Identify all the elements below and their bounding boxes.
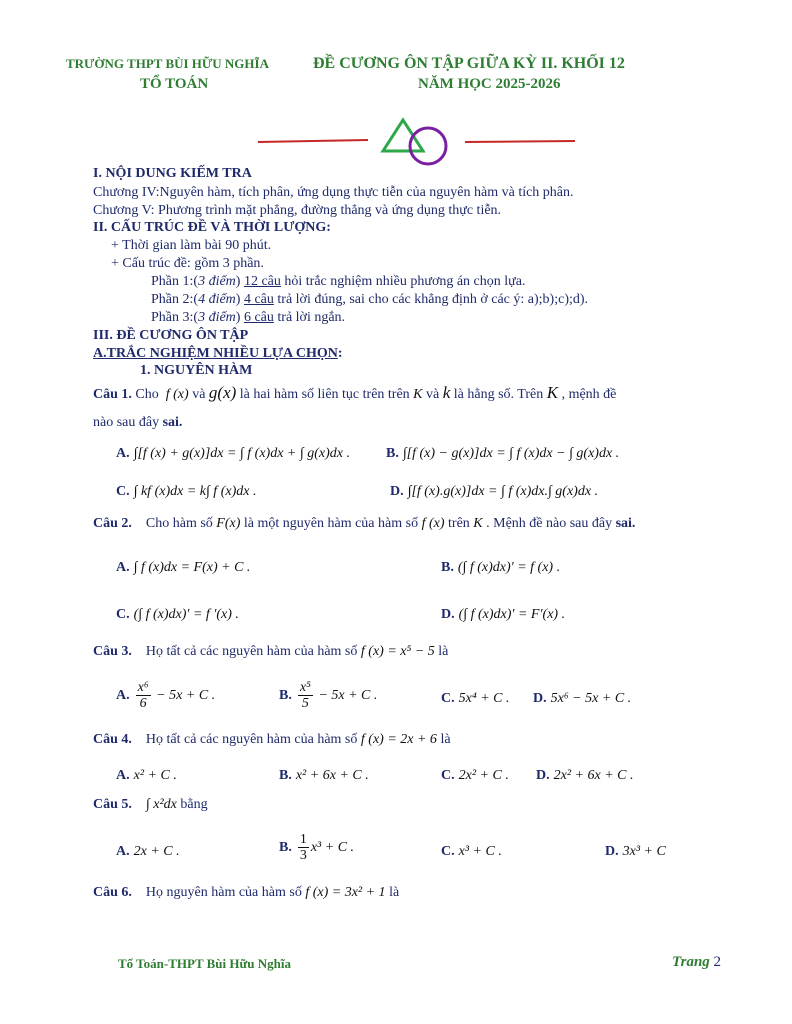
green-triangle bbox=[383, 120, 423, 151]
part-1-line: Phần 1:(3 điểm) 12 câu hỏi trắc nghiệm nhiều phương án chọn lựa. bbox=[151, 274, 526, 289]
page-number: Trang 2 bbox=[672, 954, 722, 970]
q5-option-c[interactable]: C. x³ + C . bbox=[441, 844, 502, 859]
q4-option-b[interactable]: B. x² + 6x + C . bbox=[279, 768, 369, 783]
q3-option-a[interactable]: A. $\frac{\text{x⁶}}{6}$ − 5x + C . bbox=[116, 680, 216, 711]
question-1: Câu 1. Cho f (x) và g(x) là hai hàm số liên tục trên trên K và k là hằng số. Trên K , mệnh đề bbox=[93, 383, 617, 402]
header-emblem bbox=[255, 115, 580, 170]
section-a-title: A.TRẮC NGHIỆM NHIỀU LỰA CHỌN: bbox=[93, 346, 343, 361]
subsection-antiderivative: 1. NGUYÊN HÀM bbox=[140, 363, 253, 378]
left-red-line bbox=[258, 140, 368, 142]
question-6: Câu 6. Họ nguyên hàm của hàm số f (x) = 3x² + 1 là bbox=[93, 885, 400, 900]
q4-option-d[interactable]: D. 2x² + 6x + C . bbox=[536, 768, 634, 783]
exam-time: + Thời gian làm bài 90 phút. bbox=[111, 238, 272, 253]
question-3: Câu 3. Họ tất cả các nguyên hàm của hàm số f (x) = x⁵ − 5 là bbox=[93, 644, 449, 659]
q1-option-d[interactable]: D. ∫[f (x).g(x)]dx = ∫ f (x)dx.∫ g(x)dx . bbox=[390, 484, 599, 499]
q5-option-a[interactable]: A. 2x + C . bbox=[116, 844, 180, 859]
school-year: NĂM HỌC 2025-2026 bbox=[418, 76, 561, 92]
q2-option-c[interactable]: C. (∫ f (x)dx)′ = f ′(x) . bbox=[116, 607, 239, 622]
q3-option-b[interactable]: B. $\frac{\text{x⁵}}{5}$ − 5x + C . bbox=[279, 680, 378, 711]
q2-option-a[interactable]: A. ∫ f (x)dx = F(x) + C . bbox=[116, 560, 251, 575]
question-2: Câu 2. Cho hàm số F(x) là một nguyên hàm của hàm số f (x) trên K . Mệnh đề nào sau đây sai. bbox=[93, 516, 636, 531]
q2-option-b[interactable]: B. (∫ f (x)dx)′ = f (x) . bbox=[441, 560, 561, 575]
footer-school: Tổ Toán-THPT Bùi Hữu Nghĩa bbox=[118, 956, 292, 971]
question-4: Câu 4. Họ tất cả các nguyên hàm của hàm số f (x) = 2x + 6 là bbox=[93, 732, 451, 747]
q3-option-c[interactable]: C. 5x⁴ + C . bbox=[441, 691, 510, 706]
section-3-title: III. ĐỀ CƯƠNG ÔN TẬP bbox=[93, 328, 249, 343]
school-name: TRƯỜNG THPT BÙI HỮU NGHĨA bbox=[66, 56, 269, 71]
q1-option-a[interactable]: A. ∫[f (x) + g(x)]dx = ∫ f (x)dx + ∫ g(x)dx . bbox=[116, 446, 350, 461]
q1-option-c[interactable]: C. ∫ kf (x)dx = k∫ f (x)dx . bbox=[116, 484, 257, 499]
part-2-line: Phần 2:(4 điểm) 4 câu trả lời đúng, sai cho các khẳng định ở các ý: a);b);c);d). bbox=[151, 292, 589, 307]
q5-option-d[interactable]: D. 3x³ + C bbox=[605, 844, 666, 859]
purple-circle bbox=[410, 128, 446, 164]
question-1-line-2: nào sau đây sai. bbox=[93, 415, 183, 430]
department-name: TỔ TOÁN bbox=[140, 76, 209, 92]
document-title: ĐỀ CƯƠNG ÔN TẬP GIỮA KỲ II. KHỐI 12 bbox=[313, 55, 625, 72]
q1-option-b[interactable]: B. ∫[f (x) − g(x)]dx = ∫ f (x)dx − ∫ g(x)dx . bbox=[386, 446, 620, 461]
part-3-line: Phần 3:(3 điểm) 6 câu trả lời ngắn. bbox=[151, 310, 346, 325]
q4-option-a[interactable]: A. x² + C . bbox=[116, 768, 177, 783]
exam-structure: + Cấu trúc đề: gồm 3 phần. bbox=[111, 256, 264, 271]
right-red-line bbox=[465, 141, 575, 142]
q2-option-d[interactable]: D. (∫ f (x)dx)′ = F′(x) . bbox=[441, 607, 566, 622]
section-2-title: II. CẤU TRÚC ĐỀ VÀ THỜI LƯỢNG: bbox=[93, 220, 331, 235]
section-1-title: I. NỘI DUNG KIẾM TRA bbox=[93, 166, 252, 181]
question-5: Câu 5. ∫ x²dx bằng bbox=[93, 797, 208, 812]
q5-option-b[interactable]: B. $\frac{1}{3}$ x³ + C . bbox=[279, 832, 355, 863]
section-1-line-1: Chương IV:Nguyên hàm, tích phân, ứng dụng thực tiễn của nguyên hàm và tích phân. bbox=[93, 185, 574, 200]
section-1-line-2: Chương V: Phương trình mặt phẳng, đường thẳng và ứng dụng thực tiễn. bbox=[93, 203, 502, 218]
q4-option-c[interactable]: C. 2x² + C . bbox=[441, 768, 509, 783]
q3-option-d[interactable]: D. 5x⁶ − 5x + C . bbox=[533, 691, 632, 706]
